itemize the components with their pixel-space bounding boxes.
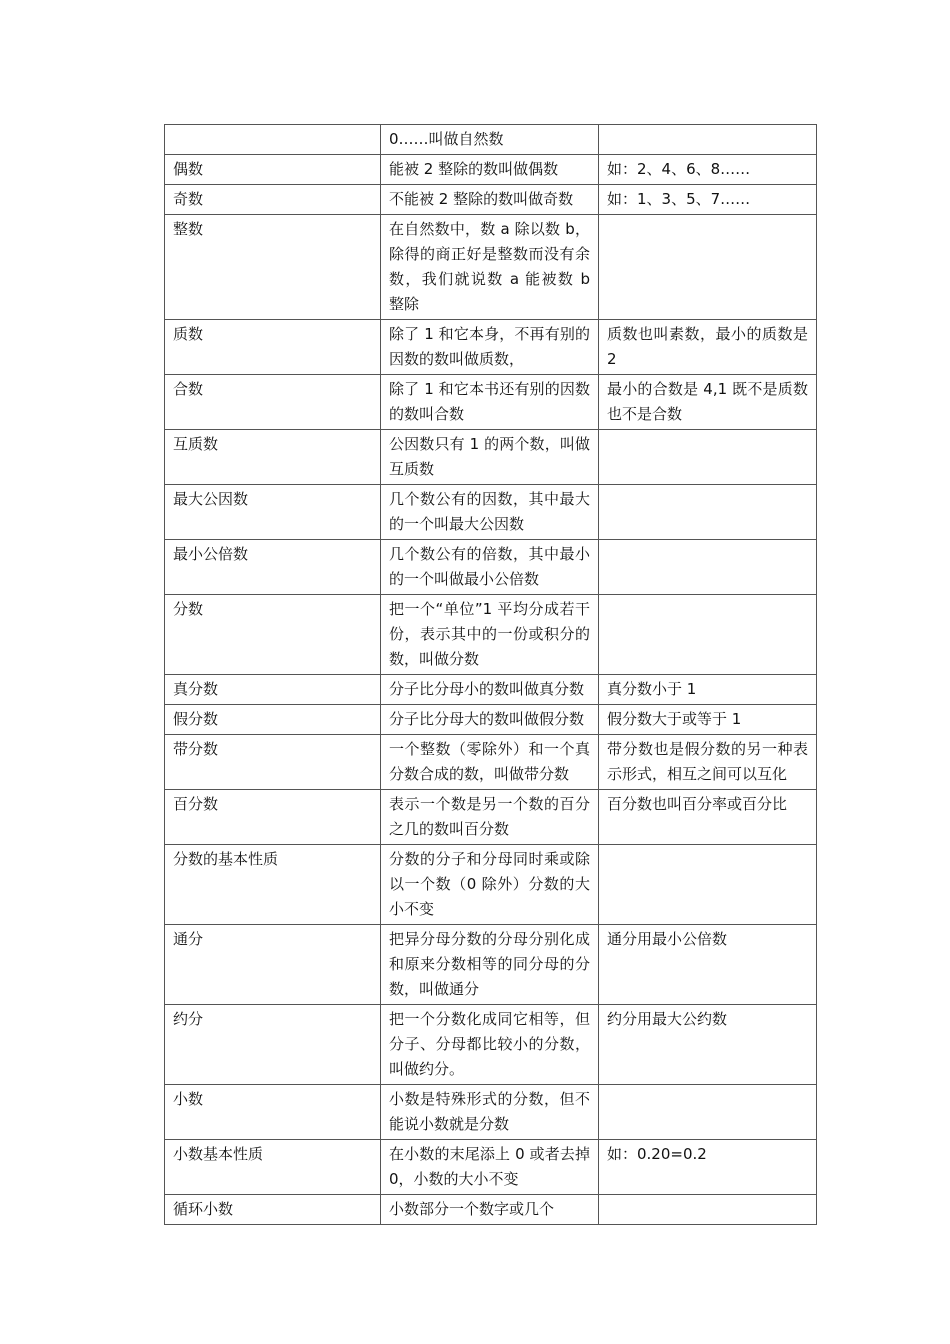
term-cell: 小数 xyxy=(165,1085,381,1140)
table-row xyxy=(165,705,817,735)
note-cell: 如：0.20=0.2 xyxy=(599,1140,817,1195)
table-row xyxy=(165,320,817,375)
term-cell: 质数 xyxy=(165,320,381,375)
term-cell: 约分 xyxy=(165,1005,381,1085)
note-cell xyxy=(599,845,817,925)
definitions-table xyxy=(164,124,817,1225)
term-cell: 小数基本性质 xyxy=(165,1140,381,1195)
definition-cell: 分子比分母大的数叫做假分数 xyxy=(381,705,599,735)
note-cell: 假分数大于或等于 1 xyxy=(599,705,817,735)
table-row xyxy=(165,125,817,155)
table-row xyxy=(165,735,817,790)
definition-cell: 表示一个数是另一个数的百分之几的数叫百分数 xyxy=(381,790,599,845)
definition-cell: 除了 1 和它本书还有别的因数的数叫合数 xyxy=(381,375,599,430)
definition-cell: 除了 1 和它本身，不再有别的因数的数叫做质数， xyxy=(381,320,599,375)
term-cell: 奇数 xyxy=(165,185,381,215)
definition-cell: 几个数公有的倍数，其中最小的一个叫做最小公倍数 xyxy=(381,540,599,595)
term-cell: 假分数 xyxy=(165,705,381,735)
definition-cell: 把异分母分数的分母分别化成和原来分数相等的同分母的分数，叫做通分 xyxy=(381,925,599,1005)
note-cell xyxy=(599,430,817,485)
term-cell: 最大公因数 xyxy=(165,485,381,540)
table-row xyxy=(165,1085,817,1140)
table-row xyxy=(165,1140,817,1195)
term-cell: 通分 xyxy=(165,925,381,1005)
table-row xyxy=(165,540,817,595)
note-cell xyxy=(599,1195,817,1225)
definition-cell: 几个数公有的因数，其中最大的一个叫最大公因数 xyxy=(381,485,599,540)
definition-cell: 一个整数（零除外）和一个真分数合成的数，叫做带分数 xyxy=(381,735,599,790)
note-cell: 如：2、4、6、8…… xyxy=(599,155,817,185)
note-cell xyxy=(599,1085,817,1140)
table-row xyxy=(165,375,817,430)
table-row xyxy=(165,430,817,485)
table-row xyxy=(165,155,817,185)
table-row xyxy=(165,845,817,925)
definition-cell: 分子比分母小的数叫做真分数 xyxy=(381,675,599,705)
definition-cell: 小数是特殊形式的分数，但不能说小数就是分数 xyxy=(381,1085,599,1140)
term-cell: 循环小数 xyxy=(165,1195,381,1225)
table-body xyxy=(165,125,817,1225)
note-cell: 通分用最小公倍数 xyxy=(599,925,817,1005)
table-row xyxy=(165,1005,817,1085)
term-cell: 分数 xyxy=(165,595,381,675)
note-cell xyxy=(599,540,817,595)
table-row xyxy=(165,185,817,215)
table-row xyxy=(165,215,817,320)
definition-cell: 能被 2 整除的数叫做偶数 xyxy=(381,155,599,185)
term-cell: 最小公倍数 xyxy=(165,540,381,595)
definition-cell: 把一个分数化成同它相等，但分子、分母都比较小的分数，叫做约分。 xyxy=(381,1005,599,1085)
definition-cell: 在小数的末尾添上 0 或者去掉 0，小数的大小不变 xyxy=(381,1140,599,1195)
term-cell: 百分数 xyxy=(165,790,381,845)
definition-cell: 在自然数中，数 a 除以数 b，除得的商正好是整数而没有余数，我们就说数 a 能被数 b 整除 xyxy=(381,215,599,320)
note-cell: 如：1、3、5、7…… xyxy=(599,185,817,215)
term-cell: 真分数 xyxy=(165,675,381,705)
table-row xyxy=(165,1195,817,1225)
note-cell: 最小的合数是 4,1 既不是质数也不是合数 xyxy=(599,375,817,430)
table-row xyxy=(165,485,817,540)
term-cell: 合数 xyxy=(165,375,381,430)
definition-cell: 把一个“单位”1 平均分成若干份，表示其中的一份或积分的数，叫做分数 xyxy=(381,595,599,675)
note-cell: 质数也叫素数，最小的质数是 2 xyxy=(599,320,817,375)
term-cell: 分数的基本性质 xyxy=(165,845,381,925)
term-cell xyxy=(165,125,381,155)
note-cell: 百分数也叫百分率或百分比 xyxy=(599,790,817,845)
definition-cell: 分数的分子和分母同时乘或除以一个数（0 除外）分数的大小不变 xyxy=(381,845,599,925)
table-row xyxy=(165,925,817,1005)
note-cell xyxy=(599,125,817,155)
definition-cell: 小数部分一个数字或几个 xyxy=(381,1195,599,1225)
definition-cell: 0……叫做自然数 xyxy=(381,125,599,155)
term-cell: 偶数 xyxy=(165,155,381,185)
definition-cell: 不能被 2 整除的数叫做奇数 xyxy=(381,185,599,215)
note-cell xyxy=(599,215,817,320)
term-cell: 带分数 xyxy=(165,735,381,790)
term-cell: 互质数 xyxy=(165,430,381,485)
table-row xyxy=(165,675,817,705)
note-cell: 约分用最大公约数 xyxy=(599,1005,817,1085)
term-cell: 整数 xyxy=(165,215,381,320)
table-row xyxy=(165,790,817,845)
definition-cell: 公因数只有 1 的两个数，叫做互质数 xyxy=(381,430,599,485)
table-row xyxy=(165,595,817,675)
note-cell: 带分数也是假分数的另一种表示形式，相互之间可以互化 xyxy=(599,735,817,790)
note-cell: 真分数小于 1 xyxy=(599,675,817,705)
note-cell xyxy=(599,485,817,540)
note-cell xyxy=(599,595,817,675)
